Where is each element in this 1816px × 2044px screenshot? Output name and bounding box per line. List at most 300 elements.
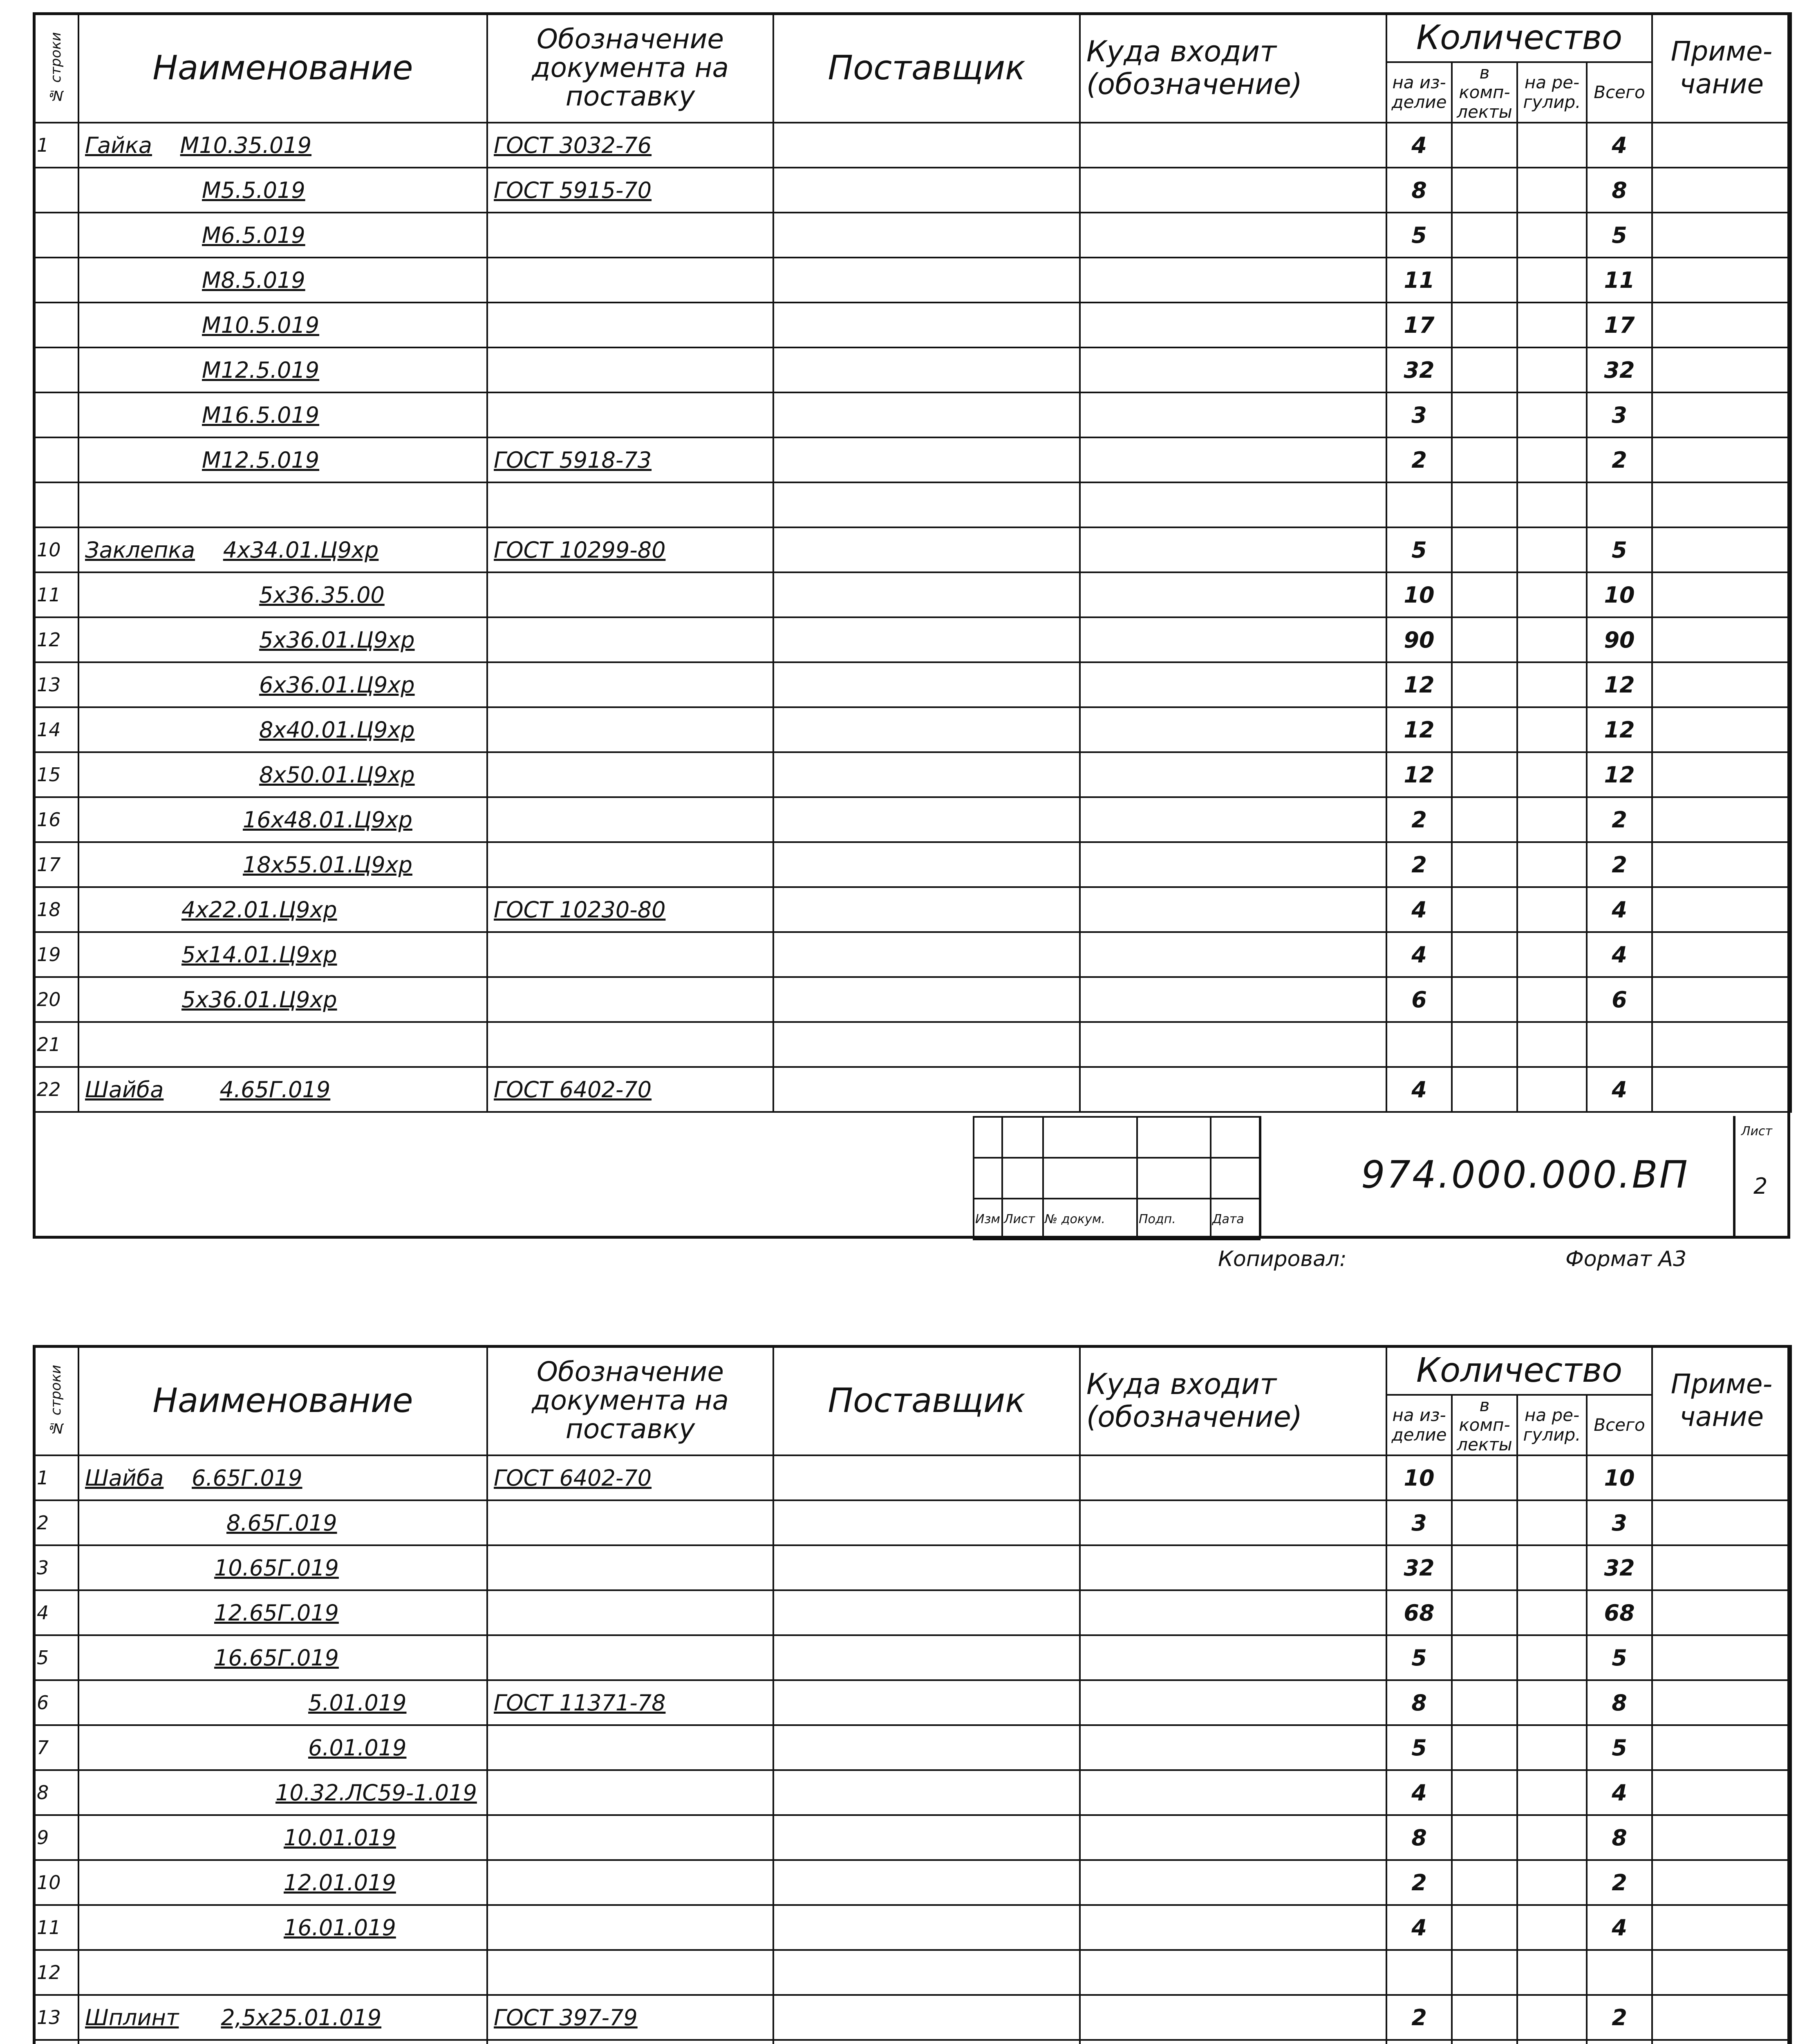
- item-supplier: [773, 1635, 1080, 1680]
- item-doc: [487, 842, 773, 887]
- item-qty-regulation: [1517, 887, 1587, 932]
- item-qty-total: 3: [1587, 392, 1652, 437]
- item-note: [1652, 347, 1791, 392]
- item-note: [1652, 1815, 1791, 1860]
- item-qty-sets: [1452, 1680, 1517, 1725]
- item-supplier: [773, 1815, 1080, 1860]
- item-qty-total: 17: [1587, 303, 1652, 347]
- item-doc: [487, 797, 773, 842]
- item-qty-total: 2: [1587, 437, 1652, 482]
- item-supplier: [773, 258, 1080, 303]
- row-number: [34, 347, 78, 392]
- item-destination: [1080, 1860, 1386, 1905]
- item-note: [1652, 617, 1791, 662]
- header-quantity: Количество: [1386, 13, 1652, 62]
- item-note: [1652, 1500, 1791, 1545]
- table-row: [34, 1022, 1791, 1067]
- item-note: [1652, 1067, 1791, 1112]
- row-number: [34, 437, 78, 482]
- item-qty-total: 8: [1587, 1680, 1652, 1725]
- item-qty-sets: [1452, 2040, 1517, 2044]
- paper-format: Формат А3: [1565, 1247, 1687, 1271]
- item-qty-product: 8: [1386, 1680, 1452, 1725]
- item-note: [1652, 303, 1791, 347]
- item-qty-sets: [1452, 572, 1517, 617]
- item-qty-regulation: [1517, 707, 1587, 752]
- item-name: Шплинт 2,5х25.01.019: [78, 1995, 487, 2040]
- item-name: Гайка М10.35.019: [78, 123, 487, 168]
- item-doc: [487, 1590, 773, 1635]
- item-doc: [487, 932, 773, 977]
- item-doc: [487, 482, 773, 527]
- item-qty-sets: [1452, 887, 1517, 932]
- item-name: 5х36.35.00: [78, 572, 487, 617]
- item-supplier: [773, 1545, 1080, 1590]
- table-row: [34, 123, 1791, 168]
- header-qty-regulation: на ре-гулир.: [1517, 62, 1587, 123]
- item-note: [1652, 842, 1791, 887]
- item-destination: [1080, 1905, 1386, 1950]
- item-qty-regulation: [1517, 123, 1587, 168]
- table-row: [34, 1590, 1791, 1635]
- item-doc: [487, 1905, 773, 1950]
- table-row: [34, 527, 1791, 572]
- item-qty-product: 8: [1386, 1815, 1452, 1860]
- item-doc: [487, 1815, 773, 1860]
- item-supplier: [773, 1725, 1080, 1770]
- item-destination: [1080, 572, 1386, 617]
- item-qty-sets: [1452, 1815, 1517, 1860]
- item-destination: [1080, 887, 1386, 932]
- item-qty-regulation: [1517, 1950, 1587, 1995]
- item-qty-sets: [1452, 752, 1517, 797]
- item-note: [1652, 977, 1791, 1022]
- item-supplier: [773, 1500, 1080, 1545]
- item-note: [1652, 2040, 1791, 2044]
- item-supplier: [773, 977, 1080, 1022]
- item-qty-regulation: [1517, 1067, 1587, 1112]
- item-qty-total: 4: [1587, 932, 1652, 977]
- header-qty-sets: в комп-лекты: [1452, 1395, 1517, 1455]
- item-qty-product: 12: [1386, 662, 1452, 707]
- header-qty-product: на из-делие: [1386, 62, 1452, 123]
- item-name: [78, 1950, 487, 1995]
- row-number: [34, 258, 78, 303]
- item-destination: [1080, 617, 1386, 662]
- item-name: М16.5.019: [78, 392, 487, 437]
- row-number: 11: [34, 572, 78, 617]
- row-number: 15: [34, 752, 78, 797]
- sheet-number: 2: [1753, 1173, 1768, 1199]
- item-doc: [487, 258, 773, 303]
- row-number: 10: [34, 527, 78, 572]
- item-qty-sets: [1452, 347, 1517, 392]
- table-row: [34, 1725, 1791, 1770]
- item-doc: [487, 1500, 773, 1545]
- table-row: [34, 1500, 1791, 1545]
- item-supplier: [773, 1680, 1080, 1725]
- revision-stamp: [973, 1116, 1261, 1240]
- stamp-col-doc-number: № докум.: [1043, 1199, 1137, 1239]
- row-number: 14: [34, 707, 78, 752]
- item-name: М5.5.019: [78, 168, 487, 213]
- item-qty-regulation: [1517, 347, 1587, 392]
- item-qty-regulation: [1517, 1815, 1587, 1860]
- item-note: [1652, 123, 1791, 168]
- item-doc: [487, 1725, 773, 1770]
- item-qty-regulation: [1517, 527, 1587, 572]
- item-supplier: [773, 1770, 1080, 1815]
- item-qty-total: 2: [1587, 1995, 1652, 2040]
- item-note: [1652, 1022, 1791, 1067]
- item-qty-total: 11: [1587, 258, 1652, 303]
- row-number: 4: [34, 1590, 78, 1635]
- item-name: 5х36.01.Ц9хр: [78, 977, 487, 1022]
- item-qty-regulation: [1517, 1590, 1587, 1635]
- item-qty-sets: [1452, 437, 1517, 482]
- item-doc: [487, 213, 773, 258]
- item-qty-regulation: [1517, 392, 1587, 437]
- item-destination: [1080, 1995, 1386, 2040]
- item-destination: [1080, 437, 1386, 482]
- header-qty-regulation: на ре-гулир.: [1517, 1395, 1587, 1455]
- item-qty-sets: [1452, 258, 1517, 303]
- item-supplier: [773, 887, 1080, 932]
- item-destination: [1080, 303, 1386, 347]
- item-qty-sets: [1452, 842, 1517, 887]
- table-row: [34, 1815, 1791, 1860]
- stamp-col-date: Дата: [1211, 1199, 1260, 1239]
- item-doc: [487, 1950, 773, 1995]
- item-destination: [1080, 168, 1386, 213]
- item-supplier: [773, 168, 1080, 213]
- item-note: [1652, 662, 1791, 707]
- row-number: 18: [34, 887, 78, 932]
- row-number: 11: [34, 1905, 78, 1950]
- item-qty-sets: [1452, 1770, 1517, 1815]
- item-qty-total: [1587, 1950, 1652, 1995]
- item-destination: [1080, 527, 1386, 572]
- item-qty-regulation: [1517, 2040, 1587, 2044]
- item-qty-regulation: [1517, 258, 1587, 303]
- item-doc: ГОСТ 10230-80: [487, 887, 773, 932]
- item-qty-product: 4: [1386, 123, 1452, 168]
- item-supplier: [773, 527, 1080, 572]
- item-note: [1652, 527, 1791, 572]
- table-row: [34, 1770, 1791, 1815]
- row-number: 2: [34, 1500, 78, 1545]
- item-qty-total: 4: [1587, 1770, 1652, 1815]
- item-destination: [1080, 662, 1386, 707]
- item-destination: [1080, 258, 1386, 303]
- header-qty-product: на из-делие: [1386, 1395, 1452, 1455]
- item-qty-sets: [1452, 482, 1517, 527]
- item-doc: [487, 1545, 773, 1590]
- table-row: [34, 662, 1791, 707]
- header-row-number: № строки: [34, 13, 78, 123]
- item-note: [1652, 1950, 1791, 1995]
- item-name: 18х55.01.Ц9хр: [78, 842, 487, 887]
- item-note: [1652, 258, 1791, 303]
- row-number: [34, 303, 78, 347]
- table-row: [34, 392, 1791, 437]
- item-qty-product: 2: [1386, 1995, 1452, 2040]
- item-qty-product: 4: [1386, 1067, 1452, 1112]
- item-supplier: [773, 437, 1080, 482]
- item-qty-regulation: [1517, 168, 1587, 213]
- header-note: Приме-чание: [1652, 13, 1791, 123]
- item-supplier: [773, 752, 1080, 797]
- item-qty-product: 68: [1386, 1590, 1452, 1635]
- item-supplier: [773, 2040, 1080, 2044]
- table-row: [34, 842, 1791, 887]
- item-qty-product: [1386, 1022, 1452, 1067]
- item-qty-sets: [1452, 168, 1517, 213]
- item-qty-product: 12: [1386, 707, 1452, 752]
- item-qty-total: 68: [1587, 1590, 1652, 1635]
- item-doc: [487, 707, 773, 752]
- item-supplier: [773, 662, 1080, 707]
- sheet-label: Лист: [1741, 1124, 1773, 1139]
- header-quantity: Количество: [1386, 1346, 1652, 1395]
- item-destination: [1080, 1680, 1386, 1725]
- item-qty-regulation: [1517, 572, 1587, 617]
- header-supplier: Поставщик: [773, 13, 1080, 123]
- item-supplier: [773, 1455, 1080, 1500]
- item-supplier: [773, 1950, 1080, 1995]
- item-name: М12.5.019: [78, 347, 487, 392]
- item-doc: ГОСТ 6402-70: [487, 1455, 773, 1500]
- row-number: 1: [34, 1455, 78, 1500]
- item-qty-product: 2: [1386, 1860, 1452, 1905]
- item-note: [1652, 1590, 1791, 1635]
- item-note: [1652, 1455, 1791, 1500]
- header-name: Наименование: [78, 13, 487, 123]
- item-doc: [487, 1022, 773, 1067]
- item-qty-total: 32: [1587, 347, 1652, 392]
- item-destination: [1080, 1950, 1386, 1995]
- table-row: [34, 1545, 1791, 1590]
- item-doc: [487, 303, 773, 347]
- item-qty-sets: [1452, 1725, 1517, 1770]
- item-destination: [1080, 797, 1386, 842]
- item-qty-sets: [1452, 1067, 1517, 1112]
- row-number: [34, 168, 78, 213]
- item-qty-product: 17: [1386, 303, 1452, 347]
- item-qty-sets: [1452, 932, 1517, 977]
- table-row: [34, 482, 1791, 527]
- item-supplier: [773, 1590, 1080, 1635]
- header-destination: Куда входит (обозначение): [1080, 13, 1386, 123]
- item-name: 6х36.01.Ц9хр: [78, 662, 487, 707]
- item-doc: ГОСТ 397-79: [487, 1995, 773, 2040]
- table-row: [34, 1455, 1791, 1500]
- item-qty-product: 2: [1386, 842, 1452, 887]
- item-qty-regulation: [1517, 1455, 1587, 1500]
- item-qty-product: 5: [1386, 213, 1452, 258]
- item-qty-sets: [1452, 1995, 1517, 2040]
- item-destination: [1080, 1725, 1386, 1770]
- spec-sheet-1: [33, 12, 1790, 1292]
- item-qty-product: [1386, 2040, 1452, 2044]
- item-name: [78, 2040, 487, 2044]
- item-destination: [1080, 123, 1386, 168]
- item-note: [1652, 1725, 1791, 1770]
- item-note: [1652, 1545, 1791, 1590]
- item-note: [1652, 1905, 1791, 1950]
- item-qty-sets: [1452, 1860, 1517, 1905]
- item-qty-product: 5: [1386, 1725, 1452, 1770]
- item-destination: [1080, 707, 1386, 752]
- header-row-number: № строки: [34, 1346, 78, 1455]
- item-qty-product: 4: [1386, 1770, 1452, 1815]
- spec-sheet-2: [33, 1345, 1790, 2044]
- item-qty-regulation: [1517, 213, 1587, 258]
- item-qty-total: 10: [1587, 572, 1652, 617]
- item-qty-sets: [1452, 303, 1517, 347]
- item-name: 10.32.ЛС59-1.019: [78, 1770, 487, 1815]
- header-supplier: Поставщик: [773, 1346, 1080, 1455]
- item-qty-sets: [1452, 527, 1517, 572]
- item-qty-total: 8: [1587, 1815, 1652, 1860]
- item-note: [1652, 1770, 1791, 1815]
- table-row: [34, 617, 1791, 662]
- item-qty-total: 4: [1587, 887, 1652, 932]
- table-row: [34, 168, 1791, 213]
- item-name: 10.65Г.019: [78, 1545, 487, 1590]
- item-name: М12.5.019: [78, 437, 487, 482]
- item-name: М10.5.019: [78, 303, 487, 347]
- copied-by: Копировал:: [1218, 1247, 1347, 1271]
- item-qty-total: 5: [1587, 213, 1652, 258]
- row-number: 12: [34, 1950, 78, 1995]
- item-qty-sets: [1452, 1455, 1517, 1500]
- table-row: [34, 797, 1791, 842]
- item-doc: [487, 977, 773, 1022]
- item-qty-product: 3: [1386, 1500, 1452, 1545]
- doc-box-divider: [1259, 1116, 1261, 1239]
- document-number: 974.000.000.ВП: [1361, 1153, 1689, 1197]
- item-name: [78, 482, 487, 527]
- table-row: [34, 977, 1791, 1022]
- item-name: 16х48.01.Ц9хр: [78, 797, 487, 842]
- item-name: 8.65Г.019: [78, 1500, 487, 1545]
- item-note: [1652, 797, 1791, 842]
- header-qty-total: Всего: [1587, 1395, 1652, 1455]
- row-number: 9: [34, 1815, 78, 1860]
- item-qty-total: [1587, 2040, 1652, 2044]
- item-note: [1652, 1860, 1791, 1905]
- item-qty-product: 10: [1386, 1455, 1452, 1500]
- item-name: 12.01.019: [78, 1860, 487, 1905]
- item-qty-product: 2: [1386, 437, 1452, 482]
- item-qty-sets: [1452, 213, 1517, 258]
- row-number: [34, 482, 78, 527]
- table-row: [34, 1860, 1791, 1905]
- item-destination: [1080, 213, 1386, 258]
- item-note: [1652, 1635, 1791, 1680]
- item-note: [1652, 932, 1791, 977]
- table-row: [34, 932, 1791, 977]
- item-qty-product: 90: [1386, 617, 1452, 662]
- item-name: 12.65Г.019: [78, 1590, 487, 1635]
- stamp-col-change: Изм: [974, 1199, 1002, 1239]
- item-destination: [1080, 1545, 1386, 1590]
- table-row: [34, 1067, 1791, 1112]
- item-qty-regulation: [1517, 1022, 1587, 1067]
- item-name: Заклепка 4х34.01.Ц9хр: [78, 527, 487, 572]
- header-qty-sets: в комп-лекты: [1452, 62, 1517, 123]
- item-doc: [487, 1860, 773, 1905]
- item-doc: [487, 1635, 773, 1680]
- item-qty-sets: [1452, 977, 1517, 1022]
- item-qty-regulation: [1517, 797, 1587, 842]
- item-destination: [1080, 1815, 1386, 1860]
- table-row: [34, 437, 1791, 482]
- header-destination: Куда входит (обозначение): [1080, 1346, 1386, 1455]
- item-name: 4х22.01.Ц9хр: [78, 887, 487, 932]
- item-note: [1652, 482, 1791, 527]
- item-name: 16.65Г.019: [78, 1635, 487, 1680]
- item-qty-sets: [1452, 662, 1517, 707]
- item-qty-sets: [1452, 797, 1517, 842]
- item-qty-product: 12: [1386, 752, 1452, 797]
- item-qty-product: 8: [1386, 168, 1452, 213]
- item-qty-sets: [1452, 1905, 1517, 1950]
- item-destination: [1080, 392, 1386, 437]
- item-qty-regulation: [1517, 1770, 1587, 1815]
- item-destination: [1080, 977, 1386, 1022]
- item-name: 8х40.01.Ц9хр: [78, 707, 487, 752]
- item-note: [1652, 437, 1791, 482]
- item-supplier: [773, 347, 1080, 392]
- item-destination: [1080, 842, 1386, 887]
- item-doc: ГОСТ 5918-73: [487, 437, 773, 482]
- item-qty-total: 12: [1587, 752, 1652, 797]
- item-doc: [487, 2040, 773, 2044]
- item-qty-total: [1587, 482, 1652, 527]
- item-doc: [487, 392, 773, 437]
- item-note: [1652, 1995, 1791, 2040]
- item-supplier: [773, 123, 1080, 168]
- item-qty-sets: [1452, 707, 1517, 752]
- item-name: 6.01.019: [78, 1725, 487, 1770]
- item-qty-sets: [1452, 1635, 1517, 1680]
- item-qty-total: 5: [1587, 1635, 1652, 1680]
- item-doc: [487, 752, 773, 797]
- item-qty-total: 5: [1587, 1725, 1652, 1770]
- item-name: 8х50.01.Ц9хр: [78, 752, 487, 797]
- item-destination: [1080, 932, 1386, 977]
- item-destination: [1080, 1500, 1386, 1545]
- item-qty-product: 4: [1386, 1905, 1452, 1950]
- item-note: [1652, 572, 1791, 617]
- item-note: [1652, 707, 1791, 752]
- item-qty-total: [1587, 1022, 1652, 1067]
- item-name: Шайба 6.65Г.019: [78, 1455, 487, 1500]
- table-row: [34, 2040, 1791, 2044]
- item-destination: [1080, 2040, 1386, 2044]
- item-note: [1652, 168, 1791, 213]
- row-number: 7: [34, 1725, 78, 1770]
- header-qty-total: Всего: [1587, 62, 1652, 123]
- item-qty-regulation: [1517, 842, 1587, 887]
- item-supplier: [773, 572, 1080, 617]
- item-qty-total: 2: [1587, 1860, 1652, 1905]
- item-supplier: [773, 842, 1080, 887]
- row-number: 21: [34, 1022, 78, 1067]
- item-destination: [1080, 1455, 1386, 1500]
